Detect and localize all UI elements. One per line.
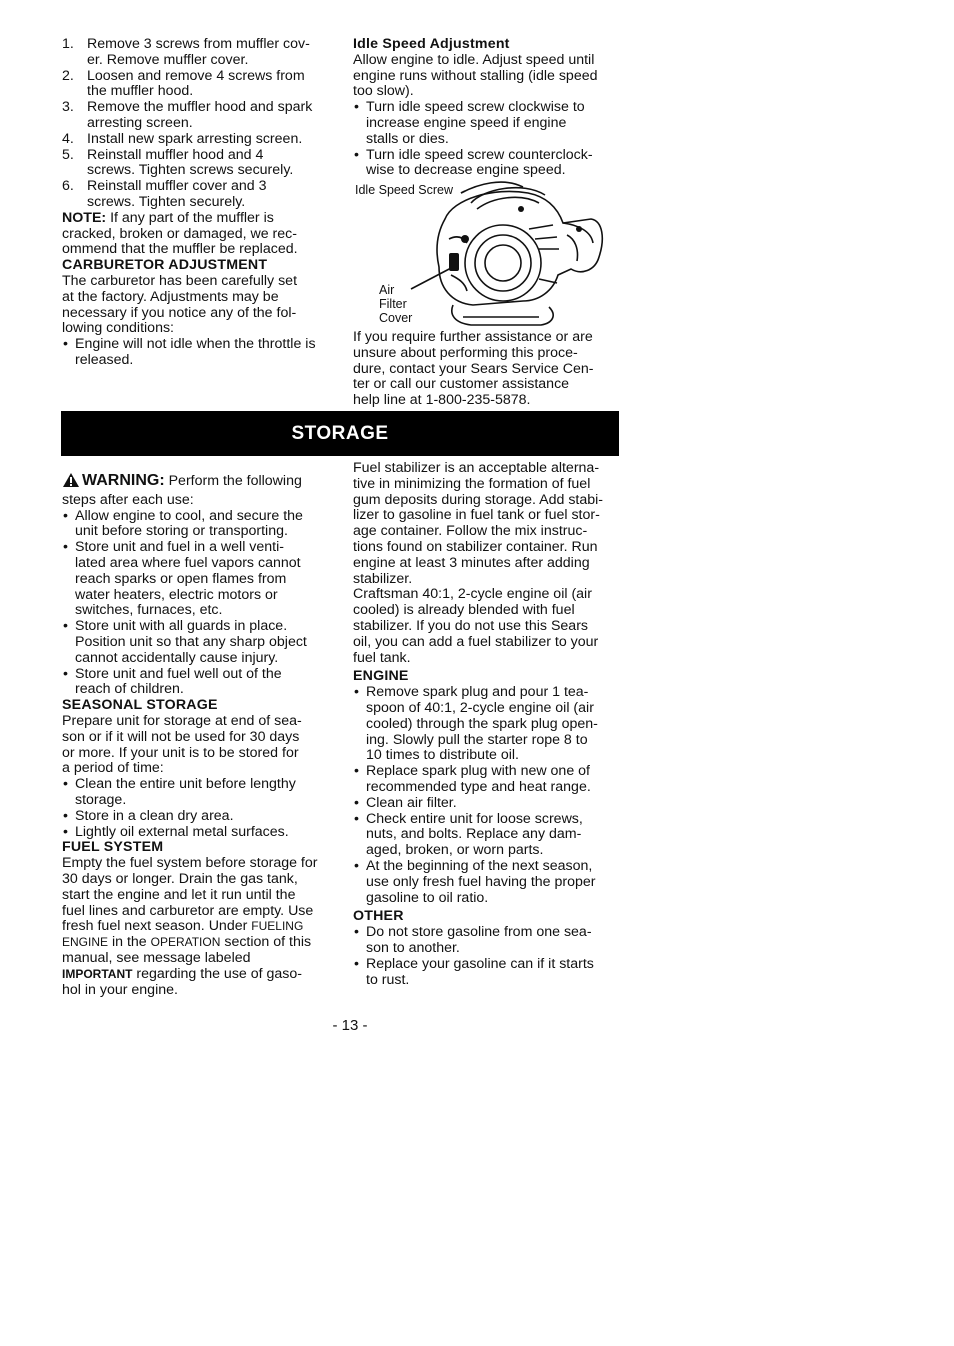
left-top-column (62, 37, 334, 369)
step-text: Install new spark arresting screen. (87, 130, 303, 147)
operation-ref: OPERATION (150, 935, 221, 950)
list-item: • Store unit and fuel in a well venti- lated area where fuel vapors cannot reach sparks or open flames from water heaters, electric motors or switches, furnaces, etc. (62, 540, 338, 619)
list-item: • Do not store gasoline from one sea- son to another. (353, 925, 628, 957)
important-ref: IMPORTANT (62, 966, 133, 981)
carburetor-bullets (62, 337, 334, 369)
air-filter-label-line3: Cover (379, 311, 413, 325)
list-item: • Lightly oil external metal surfaces. (62, 825, 338, 841)
left-bottom-column (62, 472, 338, 998)
engine-bullets (353, 685, 628, 906)
idle-speed-screw-label: Idle Speed Screw (355, 183, 453, 197)
list-item: • Allow engine to cool, and secure the unit before storing or transporting. (62, 509, 338, 541)
step-number: 1. (62, 36, 74, 52)
list-item (62, 148, 334, 180)
list-item (62, 37, 334, 69)
seasonal-storage-text: Prepare unit for storage at end of sea- son or if it will not be used for 30 days or more. If your unit is to be stored for a period of time: (62, 712, 302, 777)
warning-triangle-icon (62, 472, 80, 493)
assistance-text: If you require further assistance or are unsure about performing this proce- dure, contact your Sears Service Cen- ter or call our customer assistance help line at 1-800-235-5878. (353, 329, 594, 409)
stabilizer-text: Fuel stabilizer is an acceptable alterna- tive in minimizing the formation of fuel gum deposits during storage. Add stabi- lizer to gasoline in fuel tank or fuel stor- age container. Follow the mix instruc- tions found on stabilizer container. Run engine at least 3 minutes after adding stabilizer. (353, 460, 604, 587)
step-text: Loosen and remove 4 screws from the muffler hood. (87, 67, 305, 100)
list-item: • Store unit with all guards in place. Position unit so that any sharp object cannot accidentally cause injury. (62, 619, 338, 666)
fuel-text-part: section of this manual, see message labeled (62, 934, 312, 966)
right-bottom-column (353, 461, 628, 988)
list-item (62, 69, 334, 101)
section-title: STORAGE (291, 423, 389, 444)
list-item (62, 100, 334, 132)
fueling-engine-ref: FUELING ENGINE (62, 919, 304, 950)
other-bullets (353, 925, 628, 988)
fuel-text-part: regarding the use of gaso- hol in your engine. (62, 965, 303, 998)
list-item (62, 179, 334, 211)
step-text: Remove the muffler hood and spark arresting screen. (87, 99, 313, 131)
list-item: • Remove spark plug and pour 1 tea- spoon of 40:1, 2-cycle engine oil (air cooled) through the spark plug open- ing. Slowly pull the starter rope 8 to 10 times to distribute oil. (353, 685, 628, 764)
note-label: NOTE: (62, 209, 107, 226)
fuel-system-heading: FUEL SYSTEM (62, 839, 164, 856)
assistance-block (353, 330, 628, 409)
step-number: 3. (62, 99, 74, 116)
fuel-system-text (62, 856, 338, 998)
list-item: • Clean the entire unit before lengthy storage. (62, 777, 338, 809)
other-heading: OTHER (353, 908, 404, 925)
list-item: • Check entire unit for loose screws, nuts, and bolts. Replace any dam- aged, broken, or worn parts. (353, 812, 628, 859)
warning-text: Perform the following steps after each use: (62, 473, 302, 508)
seasonal-storage-heading: SEASONAL STORAGE (62, 697, 218, 714)
idle-speed-bullets (353, 100, 628, 179)
list-item: • At the beginning of the next season, use only fresh fuel having the proper gasoline to oil ratio. (353, 859, 628, 906)
fuel-text-part: Empty the fuel system before storage for 30 days or longer. Drain the gas tank, start the engine and let it run until the fuel lines and carburetor are empty. Use fresh fuel next season. Under (62, 855, 318, 935)
seasonal-storage-bullets (62, 777, 338, 840)
craftsman-oil-text: Craftsman 40:1, 2-cycle engine oil (air cooled) is already blended with fuel stabilizer. If you do not use this Sears oil, you can add a fuel stabilizer to your fuel tank. (353, 586, 599, 666)
step-number: 2. (62, 67, 74, 84)
list-item: • Turn idle speed screw counterclock- wise to decrease engine speed. (353, 148, 628, 180)
step-number: 5. (62, 146, 74, 163)
step-text: Reinstall muffler hood and 4 screws. Tighten screws securely. (87, 146, 294, 179)
list-item: • Replace spark plug with new one of recommended type and heat range. (353, 764, 628, 796)
list-item: • Store unit and fuel well out of the reach of children. (62, 667, 338, 699)
air-filter-label-line1: Air (379, 283, 395, 297)
fuel-text-part: in the (108, 934, 151, 951)
carburetor-text: The carburetor has been carefully set at the factory. Adjustments may be necessary if you notice any of the fol- lowing conditions: (62, 272, 298, 337)
right-top-column (353, 37, 628, 179)
warning-paragraph (62, 472, 338, 509)
step-text: Reinstall muffler cover and 3 screws. Tighten securely. (87, 178, 267, 210)
note-text: If any part of the muffler is cracked, broken or damaged, we rec- ommend that the muffler be replaced. (62, 209, 298, 258)
page-number: - 13 - (332, 1017, 368, 1034)
step-text: Remove 3 screws from muffler cov- er. Remove muffler cover. (87, 36, 310, 68)
list-item: • Replace your gasoline can if it starts to rust. (353, 957, 628, 989)
storage-banner (61, 411, 619, 456)
list-item: • Engine will not idle when the throttle is released. (62, 337, 334, 369)
air-filter-label-line2: Filter (379, 297, 407, 311)
list-item (62, 132, 334, 148)
list-item: • Turn idle speed screw clockwise to increase engine speed if engine stalls or dies. (353, 100, 628, 147)
carburetor-heading: CARBURETOR ADJUSTMENT (62, 257, 268, 274)
muffler-steps-list (62, 37, 334, 211)
idle-speed-text: Allow engine to idle. Adjust speed until engine runs without stalling (idle speed too slow). (353, 51, 598, 100)
engine-heading: ENGINE (353, 668, 409, 685)
step-number: 4. (62, 130, 74, 147)
warning-label: WARNING: (82, 472, 165, 489)
note-paragraph (62, 211, 334, 258)
carburetor-figure (353, 179, 615, 331)
warning-bullets (62, 509, 338, 699)
idle-speed-heading: Idle Speed Adjustment (353, 36, 510, 52)
list-item: • Store in a clean dry area. (62, 809, 338, 825)
step-number: 6. (62, 178, 74, 195)
list-item: • Clean air filter. (353, 796, 628, 812)
